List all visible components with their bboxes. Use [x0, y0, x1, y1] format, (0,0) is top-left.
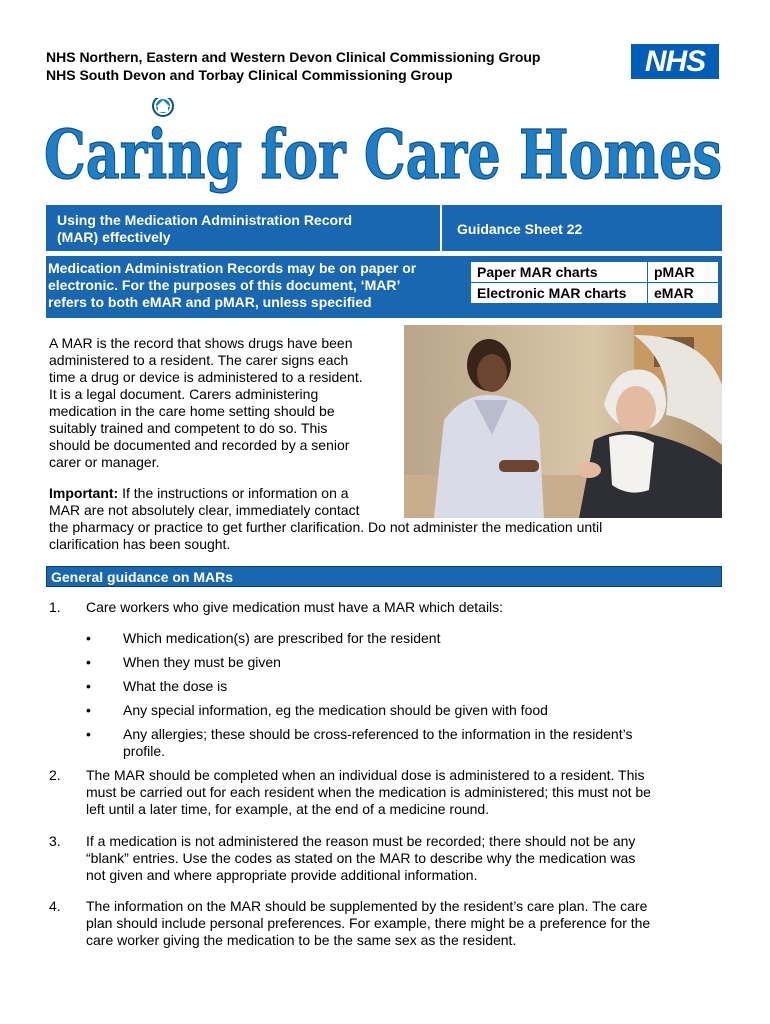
list-line: must be carried out for each resident when the medication is administered; this must not be: [86, 784, 651, 800]
bullet-item: Any special information, eg the medication should be given with food: [123, 702, 548, 718]
important-label: Important:: [49, 485, 119, 501]
org-name-1: NHS Northern, Eastern and Western Devon Clinical Commissioning Group: [46, 49, 541, 65]
intro-line: A MAR is the record that shows drugs have been: [49, 335, 353, 351]
bullet-glyph: •: [86, 678, 91, 694]
list-number: 4.: [49, 898, 61, 914]
topic-bar: [46, 205, 722, 251]
definition-line-3: refers to both eMAR and pMAR, unless specified: [48, 294, 372, 310]
carer-resident-photo: [404, 325, 722, 518]
bullet-item: When they must be given: [123, 654, 281, 670]
table-cell: eMAR: [648, 283, 719, 304]
table-cell: Electronic MAR charts: [471, 283, 648, 304]
page-title: Caring for Care Homes: [44, 115, 722, 194]
important-text: If the instructions or information on a: [118, 485, 349, 501]
list-line: “blank” entries. Use the codes as stated on the MAR to describe why the medication was: [86, 850, 636, 866]
topic-title-line-1: Using the Medication Administration Record: [57, 212, 353, 228]
definition-line-1: Medication Administration Records may be on paper or: [48, 260, 417, 276]
bullet-item: Which medication(s) are prescribed for the resident: [123, 630, 441, 646]
table-row: [471, 262, 719, 283]
nhs-logo: NHS: [631, 44, 719, 79]
bullet-glyph: •: [86, 630, 91, 646]
title-graphic: [42, 98, 727, 203]
list-line: If a medication is not administered the reason must be recorded; there should not be any: [86, 833, 636, 849]
intro-line: administered to a resident. The carer signs each: [49, 352, 349, 368]
list-line: plan should include personal preferences. For example, there might be a preference for the: [86, 915, 651, 931]
list-item: [86, 767, 651, 818]
photo-illustration: [404, 325, 722, 518]
important-line-1: [49, 485, 349, 502]
intro-line: medication in the care home setting should be: [49, 403, 335, 419]
list-line: care worker giving the medication to be the same sex as the resident.: [86, 932, 517, 948]
important-line-4: clarification has been sought.: [49, 536, 231, 552]
section-header-bar: [46, 566, 722, 587]
mar-abbreviation-table: [470, 261, 719, 304]
list-item: [86, 833, 635, 884]
title-banner: [42, 98, 727, 203]
topic-title-line-2: (MAR) effectively: [57, 229, 171, 245]
bullet-glyph: •: [86, 702, 91, 718]
table-row: [471, 283, 719, 304]
intro-line: carer or manager.: [49, 454, 160, 470]
bullet-item: What the dose is: [123, 678, 228, 694]
definition-line-2: electronic. For the purposes of this document, ‘MAR’: [48, 277, 401, 293]
definition-bar: [46, 256, 722, 318]
list-line: The information on the MAR should be supplemented by the resident’s care plan. The care: [86, 898, 648, 914]
important-line-3: the pharmacy or practice to get further clarification. Do not administer the medication until: [49, 519, 603, 535]
intro-line: time a drug or device is administered to a resident.: [49, 369, 363, 385]
section-title: General guidance on MARs: [51, 569, 234, 585]
bullet-item: [123, 726, 632, 760]
table-cell: Paper MAR charts: [471, 262, 648, 283]
intro-paragraph: [49, 335, 404, 471]
list-number: 1.: [49, 599, 61, 615]
table-cell: pMAR: [648, 262, 719, 283]
topic-title-cell: [46, 205, 442, 251]
bullet-glyph: •: [86, 654, 91, 670]
list-item: Care workers who give medication must have a MAR which details:: [86, 599, 504, 615]
intro-line: suitably trained and competent to do so. This: [49, 420, 328, 436]
guidance-sheet-label: Guidance Sheet 22: [457, 221, 583, 237]
intro-line: It is a legal document. Carers administering: [49, 386, 319, 402]
list-line: not given and where appropriate provide additional information.: [86, 867, 478, 883]
list-number: 3.: [49, 833, 61, 849]
list-line: The MAR should be completed when an individual dose is administered to a resident. This: [86, 767, 645, 783]
list-line: left until a later time, for example, at the end of a medicine round.: [86, 801, 490, 817]
important-line-2: MAR are not absolutely clear, immediately contact: [49, 502, 360, 518]
list-item: [86, 898, 650, 949]
house-icon: [153, 98, 173, 116]
bullet-line: profile.: [123, 743, 166, 759]
list-number: 2.: [49, 767, 61, 783]
bullet-glyph: •: [86, 726, 91, 742]
org-name-2: NHS South Devon and Torbay Clinical Commissioning Group: [46, 67, 453, 83]
intro-line: should be documented and recorded by a senior: [49, 437, 350, 453]
bullet-line: Any allergies; these should be cross-referenced to the information in the resident’s: [123, 726, 633, 742]
